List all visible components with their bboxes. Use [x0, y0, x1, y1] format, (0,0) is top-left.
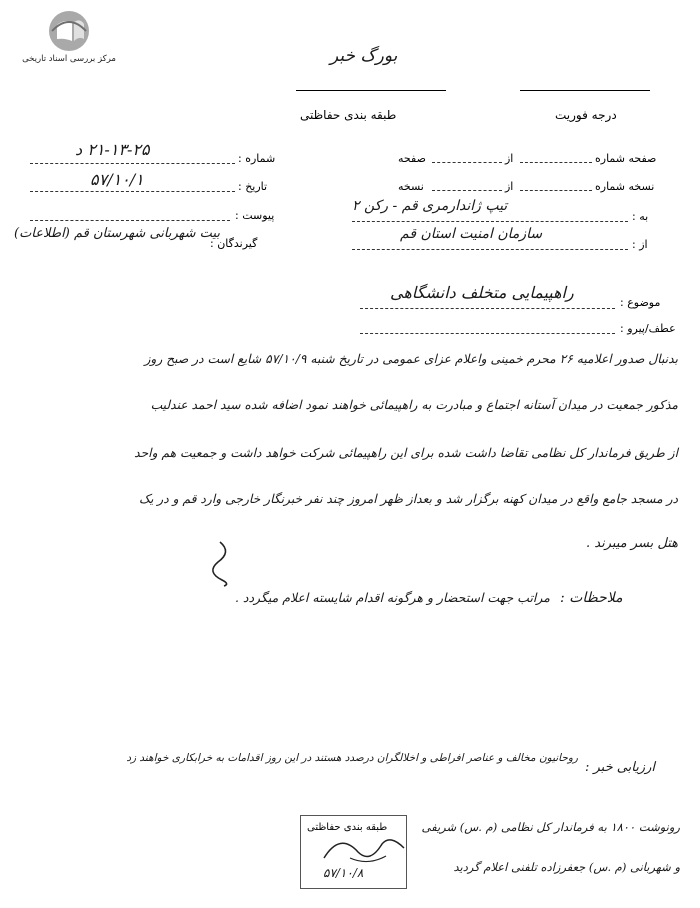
copy-suffix-label: نسخه	[398, 180, 424, 193]
archive-logo	[10, 8, 128, 68]
recipients-value: بیت شهربانی شهرستان قم (اطلاعات)	[14, 226, 220, 241]
copy-to-line: رونوشت ۱۸۰۰ به فرماندار کل نظامی (م .س) شریفی	[421, 820, 680, 834]
signature-icon	[320, 828, 410, 868]
to-value: تیپ ژاندارمری قم - رکن ۲	[352, 198, 508, 214]
archive-seal-icon	[10, 8, 128, 54]
to-label: به :	[632, 210, 649, 223]
recipients-label: گیرندگان :	[210, 237, 258, 250]
number-label: شماره :	[238, 152, 276, 165]
copy-to-line-2: و شهربانی (م .س) جعفرزاده تلفنی اعلام گردید	[453, 860, 680, 874]
archive-logo-caption: مرکز بررسی اسناد تاریخی	[22, 54, 116, 64]
body-line: مذکور جمعیت در میدان آستانه اجتماع و مبادرت به راهپیمائی خواهند نمود اضافه شده سید احمد عندلیب	[150, 398, 678, 412]
page-suffix-label: صفحه	[398, 152, 426, 165]
reference-label: عطف/پیرو :	[620, 322, 676, 335]
attachment-label: پیوست :	[235, 209, 275, 222]
page-from-label: از	[505, 152, 514, 165]
report-type-handwritten: بورگ خبر	[330, 46, 398, 66]
body-line: در مسجد جامع واقع در میدان کهنه برگزار شد و بعداز ظهر امروز چند نفر خبرنگار خارجی وارد قم و در یک	[138, 492, 678, 506]
evaluation-value: روحانیون مخالف و عناصر افراطی و اخلالگران درصدد هستند در این روز اقدامات به خرابکاری خواهند زد	[126, 752, 578, 764]
from-label: از :	[632, 238, 648, 251]
page-number-label: صفحه شماره	[595, 152, 657, 165]
date-label: تاریخ :	[238, 180, 268, 193]
handwritten-mark-icon	[200, 540, 240, 588]
number-value: ۲۱-۱۳-۲۵ د	[75, 140, 150, 159]
body-line: بدنبال صدور اعلامیه ۲۶ محرم خمینی واعلام عزای عمومی در تاریخ شنبه ۵۷/۱۰/۹ شایع است در صبح روز	[144, 352, 678, 366]
stamp-date: ۵۷/۱۰/۸	[323, 866, 364, 880]
from-value: سازمان امنیت استان قم	[400, 226, 543, 242]
note-value: مراتب جهت استحضار و هرگونه اقدام شایسته اعلام میگردد .	[234, 590, 550, 605]
subject-label: موضوع :	[620, 296, 661, 309]
copy-from-label: از	[505, 180, 514, 193]
stamp-label: طبقه بندی حفاظتی	[307, 822, 388, 833]
note-label: ملاحظات :	[560, 590, 623, 606]
copy-number-label: نسخه شماره	[595, 180, 655, 193]
evaluation-label: ارزیابی خبر :	[585, 760, 655, 775]
priority-label: درجه فوریت	[555, 108, 617, 122]
classification-label: طبقه بندی حفاظتی	[300, 108, 397, 122]
body-line: هتل بسر میبرند .	[586, 536, 678, 551]
body-line: از طریق فرماندار کل نظامی تقاضا داشت شده برای این راهپیمائی شرکت خواهد داشت و جمعیت هم واحد	[134, 446, 678, 460]
subject-value: راهپیمایی متخلف دانشگاهی	[390, 283, 574, 302]
date-value: ۵۷/۱۰/۱	[90, 170, 144, 189]
